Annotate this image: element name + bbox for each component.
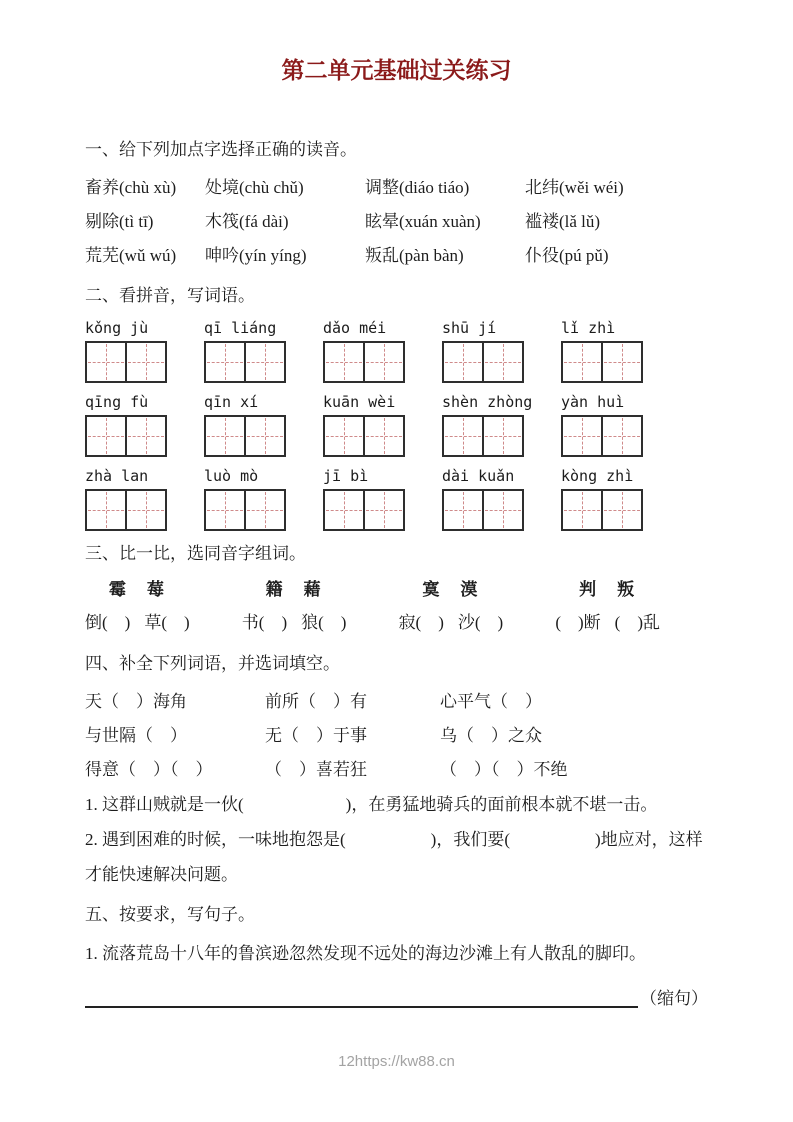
idiom-row [85, 685, 708, 719]
word-pronunciation: 剔除(tì tī) [85, 212, 154, 231]
section5-heading: 五、按要求，写句子。 [85, 905, 255, 924]
fill-blank: 书( ) [241, 613, 288, 632]
writing-grid [323, 489, 405, 531]
pinyin-word [323, 391, 405, 457]
writing-grid [323, 415, 405, 457]
writing-grid-cell [325, 343, 365, 381]
fill-blank: ( )断 [555, 613, 601, 632]
writing-grid-cell [246, 417, 284, 455]
pinyin-word [204, 391, 286, 457]
idiom-blank: （ ）喜若狂 [265, 760, 367, 779]
word-pronunciation: 调整(diáo tiáo) [365, 178, 470, 197]
writing-grid-cell [444, 417, 484, 455]
idiom-blank: 前所（ ）有 [265, 692, 367, 711]
homophone-group [555, 575, 660, 641]
pinyin-word [204, 465, 286, 531]
writing-grid-cell [127, 417, 165, 455]
idiom-blank: 心平气（ ） [440, 692, 542, 711]
pinyin-label: dài kuǎn [442, 467, 515, 485]
fill-blank: 沙( ) [457, 613, 504, 632]
writing-grid-cell [206, 491, 246, 529]
pinyin-label: shèn zhòng [442, 393, 533, 411]
writing-grid-cell [444, 343, 484, 381]
pinyin-word [323, 317, 405, 383]
pinyin-label: luò mò [204, 467, 259, 485]
writing-grid-cell [484, 343, 522, 381]
idiom-blank: 无（ ）于事 [265, 726, 367, 745]
writing-grid-cell [365, 417, 403, 455]
homophone-fills [399, 605, 504, 641]
writing-grid [85, 489, 167, 531]
section-pinyin-writing [85, 281, 708, 531]
fill-blank: 狼( ) [301, 613, 347, 632]
word-pronunciation: 叛乱(pàn bàn) [365, 246, 464, 265]
homophone-group [242, 575, 347, 641]
homophone-pair: 籍 藉 [265, 580, 323, 599]
pronunciation-row [85, 239, 708, 273]
section4-heading: 四、补全下列词语，并选词填空。 [85, 654, 340, 673]
sentence-question: 1. 流落荒岛十八年的鲁滨逊忽然发现不远处的海边沙滩上有人散乱的脚印。 [85, 944, 646, 963]
idiom-blank: 得意（ ）（ ） [85, 760, 213, 779]
homophone-fills [85, 605, 190, 641]
fill-question-2: 2. 遇到困难的时候，一味地抱怨是( )，我们要( )地应对，这样才能快速解决问题。 [85, 830, 703, 884]
pinyin-label: lǐ zhì [561, 319, 616, 337]
writing-grid-cell [87, 417, 127, 455]
writing-grid [323, 341, 405, 383]
section-homophones [85, 539, 708, 641]
writing-grid-cell [325, 417, 365, 455]
writing-grid-cell [603, 343, 641, 381]
writing-grid [442, 489, 524, 531]
pinyin-word [204, 317, 286, 383]
word-pronunciation: 荒芜(wǔ wú) [85, 246, 177, 265]
answer-blank-line [85, 1006, 638, 1008]
word-pronunciation: 畜养(chù xù) [85, 178, 177, 197]
writing-grid-cell [87, 343, 127, 381]
writing-grid [561, 341, 643, 383]
idiom-blank: 天（ ）海角 [85, 692, 187, 711]
pinyin-word [85, 465, 167, 531]
writing-grid [204, 489, 286, 531]
word-pronunciation: 木筏(fá dài) [205, 212, 289, 231]
writing-grid [85, 341, 167, 383]
pinyin-word [442, 465, 524, 531]
pinyin-label: qīn xí [204, 393, 259, 411]
idiom-blank: 与世隔（ ） [85, 726, 187, 745]
section1-heading: 一、给下列加点字选择正确的读音。 [85, 140, 357, 159]
section3-heading: 三、比一比，选同音字组词。 [85, 544, 306, 563]
writing-grid-cell [127, 343, 165, 381]
writing-grid-cell [444, 491, 484, 529]
homophone-fills [242, 605, 347, 641]
writing-grid-cell [206, 343, 246, 381]
writing-grid-cell [484, 491, 522, 529]
writing-grid-cell [325, 491, 365, 529]
writing-grid-cell [563, 491, 603, 529]
word-pronunciation: 仆役(pú pǔ) [525, 246, 609, 265]
pinyin-label: qī liáng [204, 319, 277, 337]
pinyin-label: kǒng jù [85, 319, 149, 337]
idiom-blank: 乌（ ）之众 [440, 726, 542, 745]
pinyin-label: yàn huì [561, 393, 625, 411]
homophone-fills [555, 605, 660, 641]
pinyin-row [85, 465, 643, 531]
writing-grid-cell [87, 491, 127, 529]
writing-grid [561, 415, 643, 457]
pinyin-label: shū jí [442, 319, 497, 337]
homophone-groups [85, 575, 660, 641]
homophone-pair: 霉 莓 [108, 580, 166, 599]
pinyin-word [442, 317, 524, 383]
homophone-group [85, 575, 190, 641]
word-pronunciation: 处境(chù chǔ) [205, 178, 304, 197]
section-sentences [85, 900, 708, 1013]
fill-blank: 倒( ) [85, 613, 131, 632]
idiom-row [85, 719, 708, 753]
idiom-row [85, 753, 708, 787]
writing-grid-cell [246, 343, 284, 381]
writing-grid-cell [206, 417, 246, 455]
pinyin-word [85, 391, 167, 457]
writing-grid-cell [127, 491, 165, 529]
writing-grid-cell [563, 343, 603, 381]
writing-grid [442, 415, 524, 457]
writing-grid [204, 341, 286, 383]
writing-grid-cell [603, 491, 641, 529]
pinyin-word [442, 391, 533, 457]
pinyin-word [561, 391, 643, 457]
fill-blank: 草( ) [144, 613, 190, 632]
fill-question-1: 1. 这群山贼就是一伙( )，在勇猛地骑兵的面前根本就不堪一击。 [85, 795, 658, 814]
section2-heading: 二、看拼音，写词语。 [85, 286, 255, 305]
pinyin-label: jī bì [323, 467, 369, 485]
pinyin-label: zhà lan [85, 467, 149, 485]
word-pronunciation: 褴褛(lǎ lǔ) [525, 212, 601, 231]
answer-hint: （缩句） [640, 989, 708, 1008]
fill-blank: 寂( ) [398, 613, 444, 632]
pinyin-label: kuān wèi [323, 393, 396, 411]
writing-grid-cell [246, 491, 284, 529]
writing-grid [85, 415, 167, 457]
idiom-blank: （ ）（ ）不绝 [440, 760, 568, 779]
writing-grid-cell [484, 417, 522, 455]
writing-grid-cell [563, 417, 603, 455]
word-pronunciation: 呻吟(yín yíng) [205, 246, 307, 265]
pinyin-word [323, 465, 405, 531]
section-pronunciation [85, 135, 708, 273]
writing-grid [561, 489, 643, 531]
pinyin-label: qīng fù [85, 393, 149, 411]
pinyin-word [85, 317, 167, 383]
page-footer: 12https://kw88.cn [338, 1053, 455, 1070]
pinyin-row [85, 317, 643, 383]
homophone-pair: 判 叛 [579, 580, 637, 599]
pinyin-word [561, 465, 643, 531]
writing-grid-cell [365, 491, 403, 529]
pinyin-word [561, 317, 643, 383]
writing-grid-cell [365, 343, 403, 381]
pinyin-label: dǎo méi [323, 319, 387, 337]
writing-grid [204, 415, 286, 457]
section-idioms [85, 649, 708, 892]
fill-blank: ( )乱 [614, 613, 660, 632]
homophone-group [399, 575, 504, 641]
pinyin-row [85, 391, 643, 457]
pinyin-label: kòng zhì [561, 467, 634, 485]
pronunciation-row [85, 171, 708, 205]
word-pronunciation: 眩晕(xuán xuàn) [365, 212, 481, 231]
writing-grid-cell [603, 417, 641, 455]
writing-grid [442, 341, 524, 383]
homophone-pair: 寞 漠 [422, 580, 480, 599]
pronunciation-row [85, 205, 708, 239]
word-pronunciation: 北纬(wěi wéi) [525, 178, 624, 197]
answer-line-row [85, 985, 708, 1013]
page-title: 第二单元基础过关练习 [281, 58, 512, 83]
